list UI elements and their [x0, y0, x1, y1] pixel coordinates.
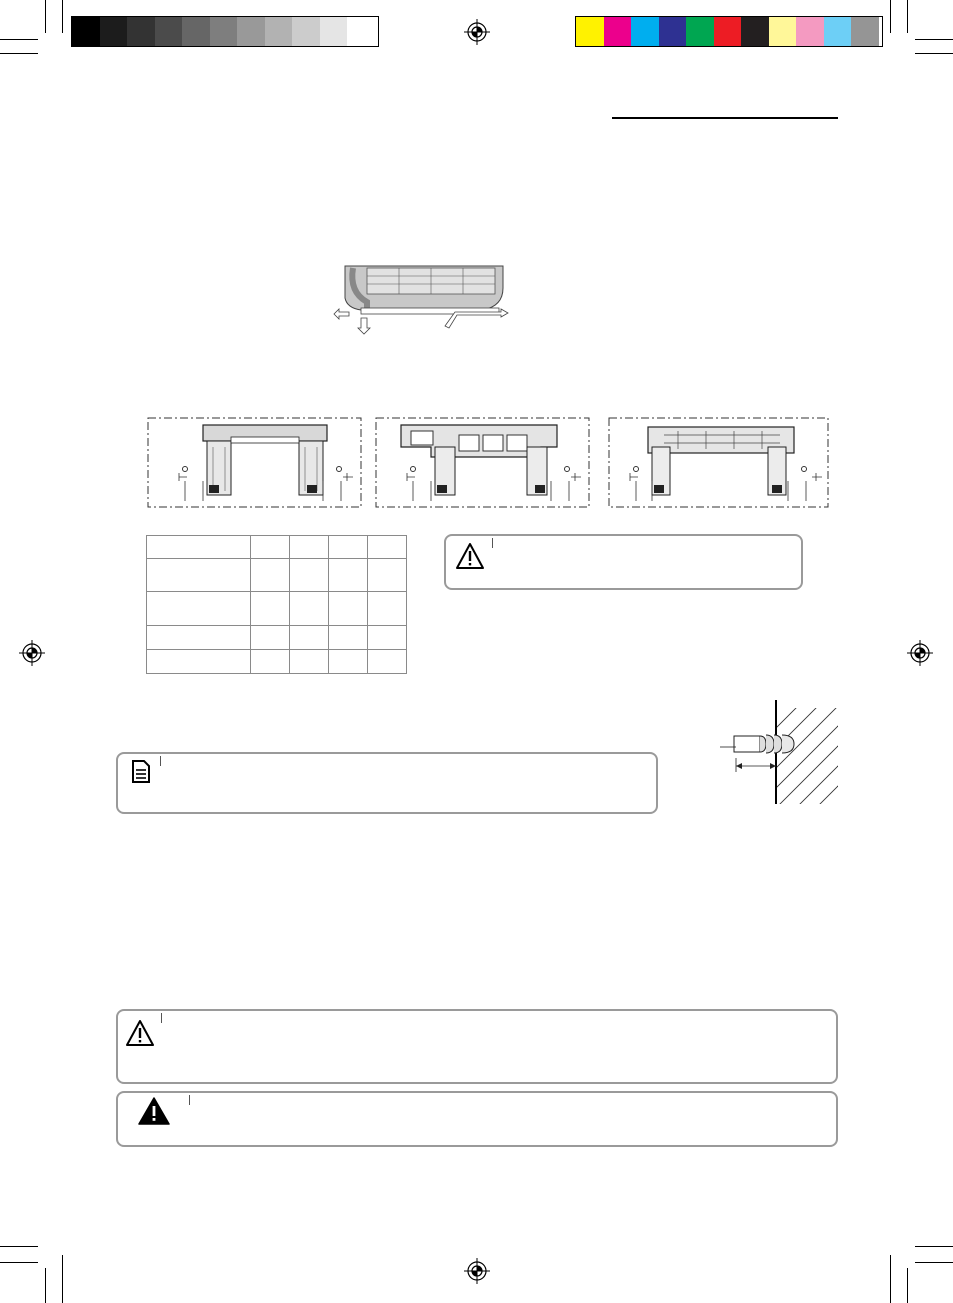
gray-swatch [265, 17, 293, 46]
note-box [116, 752, 658, 814]
gray-swatch [100, 17, 128, 46]
table-cell [368, 536, 407, 559]
table-cell [329, 649, 368, 673]
table-cell [329, 625, 368, 649]
table-cell [251, 536, 290, 559]
warning-box [116, 1091, 838, 1147]
table-cell [251, 625, 290, 649]
table-cell [147, 536, 251, 559]
color-swatch [686, 17, 714, 46]
registration-mark-icon [464, 19, 490, 45]
table-cell [368, 649, 407, 673]
caution-triangle-icon [125, 1019, 155, 1047]
table-cell [147, 625, 251, 649]
spec-table [146, 535, 407, 674]
gray-swatch [320, 17, 348, 46]
mounting-plate-diagram-1 [147, 417, 363, 509]
mounting-plate-diagram-2 [375, 417, 591, 509]
header-rule [612, 117, 838, 119]
caution-triangle-icon [455, 542, 485, 570]
registration-mark-icon [19, 640, 45, 666]
color-swatch [576, 17, 604, 46]
table-cell [251, 649, 290, 673]
table-cell [329, 559, 368, 592]
table-cell [147, 592, 251, 625]
gray-swatch [155, 17, 183, 46]
table-cell [147, 559, 251, 592]
table-cell [329, 536, 368, 559]
table-cell [290, 649, 329, 673]
gray-swatch [347, 17, 375, 46]
registration-mark-icon [907, 640, 933, 666]
registration-mark-icon [464, 1258, 490, 1284]
note-tab-divider [160, 756, 161, 766]
gray-swatch [127, 17, 155, 46]
indoor-unit-illustration [333, 262, 511, 336]
warning-tab-divider [189, 1095, 190, 1105]
color-swatch [824, 17, 852, 46]
table-cell [368, 625, 407, 649]
note-document-icon [131, 760, 151, 784]
gray-swatch [292, 17, 320, 46]
table-cell [290, 536, 329, 559]
table-cell [251, 559, 290, 592]
color-swatch [714, 17, 742, 46]
gray-swatch [210, 17, 238, 46]
table-cell [290, 625, 329, 649]
color-swatch [604, 17, 632, 46]
table-cell [290, 592, 329, 625]
gray-swatch [72, 17, 100, 46]
table-cell [290, 559, 329, 592]
color-swatch [851, 17, 879, 46]
caution-box [444, 534, 803, 590]
color-swatch [659, 17, 687, 46]
warning-triangle-filled-icon [138, 1097, 170, 1125]
table-cell [368, 592, 407, 625]
table-cell [251, 592, 290, 625]
table-cell [368, 559, 407, 592]
color-swatch [631, 17, 659, 46]
table-cell [329, 592, 368, 625]
caution-tab-divider [492, 538, 493, 548]
gray-swatch [237, 17, 265, 46]
color-swatch [796, 17, 824, 46]
wall-pipe-illustration [714, 700, 840, 804]
table-cell [147, 649, 251, 673]
caution-tab-divider [161, 1013, 162, 1023]
mounting-plate-diagram-3 [608, 417, 830, 509]
gray-swatch [182, 17, 210, 46]
color-swatch [769, 17, 797, 46]
caution-box-wide [116, 1009, 838, 1084]
color-swatch [741, 17, 769, 46]
